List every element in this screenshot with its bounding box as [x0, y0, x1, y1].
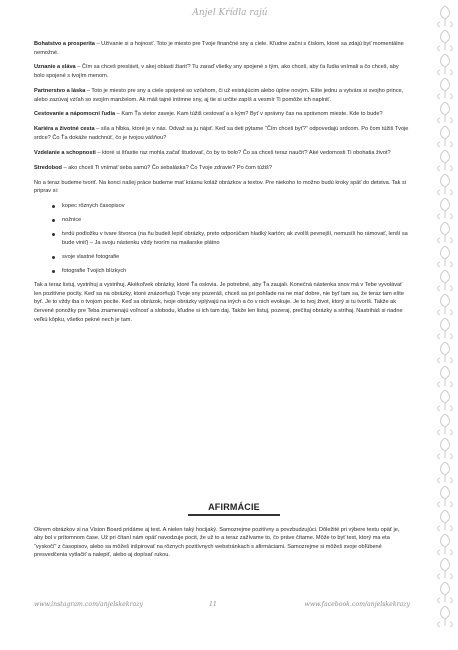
paragraph-title: Partnerstvo a láska	[34, 87, 86, 94]
paragraph-title: Bohatstvo a prosperita	[34, 41, 95, 47]
paragraph-title: Uznanie a sláva	[34, 64, 76, 71]
supplies-list	[34, 202, 410, 275]
main-content	[34, 40, 410, 330]
paragraph-center	[34, 164, 410, 173]
page-number: 11	[209, 601, 217, 608]
paragraph-title: Vzdelanie a schopnosti	[34, 149, 96, 156]
paragraph-text: – ako chceš Ti vnímať seba samú? Čo sebaláska? Čo Tvoje zdravie? Po čom túžiš?	[61, 164, 272, 171]
list-item: kopec rôznych časopisov	[62, 202, 410, 211]
page-footer	[34, 601, 410, 613]
paragraph-career	[34, 125, 410, 142]
paragraph-title: Kariéra a životné cesta	[34, 126, 95, 133]
paragraph-affirmations: Okrem obrázkov si na Vision Board pridáme aj text. A nielen taký hocijaký. Samozrejme pozitívny a povzbudzujúci. Dôležité pri výbere textu opäť je, aby bol v prítomnom čase. Už pri čítaní nám opäť navodzuje pocit, že už to a teraz zažívame to, čo práve čítame. Môže to byť text, ktorý ma eta “vyskočí” z časopisov, alebo sa môžeš inšpirovať na rôznych pozitívnych webstránkach s afirmáciami. Samozrejme si môžeš svoje obľúbené presvedčenia vytlačiť a nalepiť, alebo aj dopísať rukou.	[34, 526, 400, 559]
paragraph-wealth	[34, 40, 410, 57]
list-item: tvrdú podložku v tvare štvorca (na ňu budeš lepiť obrázky, preto odporúčam hladký kartón; ak zvolíš pevnejší, nemusíš ho rámovať, lenší sa bude viniť) – Ja svoju nástenku vždy tvorím na mailarske plátno	[62, 230, 410, 247]
paragraph-text: – Kam Ťa vietor zaveje. Kam túžiš cestovať a s kým? Byť v správny čas na správnom mieste. Kde to bude?	[115, 111, 383, 118]
paragraph-travel	[34, 110, 410, 119]
footer-instagram-link[interactable]: www.instagram.com/anjelskekrazy	[34, 601, 143, 608]
heading-underline	[188, 514, 280, 516]
paragraph-intro	[34, 179, 410, 196]
paragraph-text: – Toto je miesto pre sny a ciele spojené so vzťahom, či už existujúcim alebo úplne novým. Ešte jednu a vytvára si svojho prince, alebo zazúvaj vzťah so svojím manželom. Ak máš tajné intímne sny, aj tie si určite zapíš a vesmír Ti pomôže ich naplniť.	[34, 87, 404, 103]
paragraph-text: – Užívanie si a hojnosť. Toto je miesto pre Tvoje finančné sny a ciele. Kľudne začni s číslom, ktoré sa zdajú byť momentálne nemožné.	[34, 41, 404, 56]
list-item: svoje vlastné fotografie	[62, 253, 410, 262]
paragraph-education	[34, 149, 410, 158]
footer-facebook-link[interactable]: www.facebook.com/anjelskekrazy	[304, 601, 410, 608]
decorative-angel-border	[435, 4, 455, 644]
paragraph-text: No a teraz budeme tvoriť. Na konci našej práce budeme mať krásnu koláž obrázkov a textov. Pre niekoho to možno budú kroky späť do detstva. Tak si priprav si:	[34, 179, 407, 195]
header-logo: Anjel Kŕídla rajú	[192, 8, 268, 18]
paragraph-title: Cestovanie a nápomocní ľudia	[34, 111, 116, 118]
paragraph-text: – ktoré si šťastie raz mohla začať študovať, čo by to bolo? Čo sa chceš teraz naučiť? Aké vedomosti Ti obohatia život?	[95, 149, 391, 156]
list-item: nožnice	[62, 216, 410, 225]
paragraph-instructions: Tak a teraz listuj, vystrihuj a vystrihuj. Akékoľvek obrázky, ktoré Ťa oslovia. Je potrebné, aby Ťa zaujali. Konečná nástenka snov má v Tebe vyvolávať len pozitívne pocity. Keď sa na obrázky, ktoré znázorňujú Tvoje sny pozeráš, chceš sa pri pohľade na ne mať dobre, nie byť tam sa, že teraz tam ešte byť. Je to vždy iba o tvojom pocite. Keď sa obrázok, tvoje obrázky vplývajú na iných a čo v nich evokuje. Je to tvoj život, ktorý si tu tvoríš. Takže ak červené ponožky pre Teba znamenajú voľnosť a slobodu, kľudne si ich tam daj. Takže len listuj, pozeraj, prečítaj obrázky a strihaj. Nastriháš si riadne veľkú kôpku, všetko pekné nech je tam.	[34, 282, 404, 323]
paragraph-title: Stredobod	[34, 164, 62, 171]
paragraph-fame	[34, 63, 410, 80]
paragraph-love	[34, 87, 410, 104]
section-heading: AFIRMÁCIE	[208, 502, 260, 512]
list-item: fotografie Tvojich blízkych	[62, 267, 410, 276]
paragraph-text: – síla a hĺbka, ktoré je v nás. Odvaž sa ju nájsť. Keď sa deti pýtame “Čím chceš byť?” odpovedajú srdcom. Po čom túžiš Tvoje srdce? Čo Ťa dokáže nadchnúť, čo je tvojou vášňou?	[34, 126, 409, 141]
paragraph-text: – Čím sa chceš preslávit, v akej oblasti žiariť? Tu zaraď všetky sny spojené s tým, ako chceš, aby ťa ľudia vnímali a čo chceš, aby bolo spojené s tvojím menom.	[34, 64, 399, 80]
